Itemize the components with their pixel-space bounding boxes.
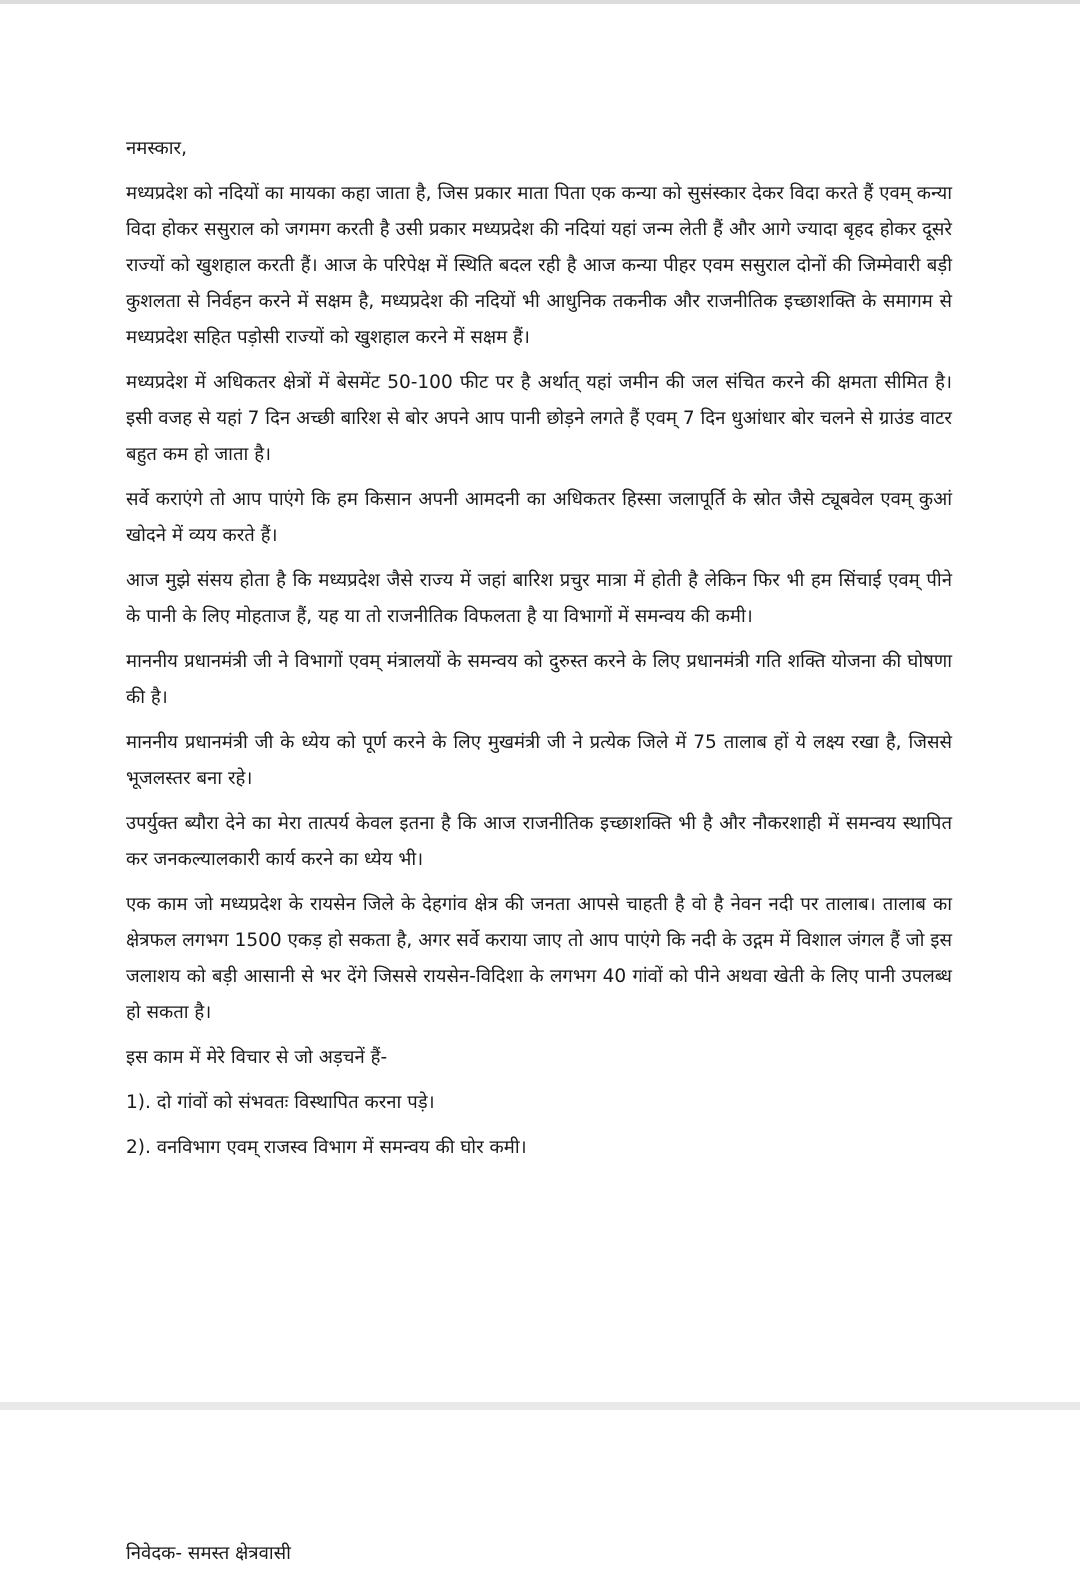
document-page-2	[0, 1410, 1080, 1592]
paragraph-ponds: माननीय प्रधानमंत्री जी के ध्येय को पूर्ण करने के लिए मुखमंत्री जी ने प्रत्येक जिले में 75 तालाब हों ये लक्ष्य रखा है, जिससे भूजलस्तर बना रहे।	[126, 732, 952, 789]
paragraph-rivers: मध्यप्रदेश को नदियों का मायका कहा जाता है, जिस प्रकार माता पिता एक कन्या को सुसंस्कार देकर विदा करते हैं एवम् कन्या विदा होकर ससुराल को जगमग करती है उसी प्रकार मध्यप्रदेश की नदियां यहां जन्म लेती हैं और आगे ज्यादा बृहद होकर दूसरे राज्यों को खुशहाल करती हैं। आज के परिपेक्ष में स्थिति बदल रही है आज कन्या पीहर एवम ससुराल दोनों की जिम्मेवारी बड़ी कुशलता से निर्वहन करने में सक्षम है, मध्यप्रदेश की नदियों भी आधुनिक तकनीक और राजनीतिक इच्छाशक्ति के समागम से मध्यप्रदेश सहित पड़ोसी राज्यों को खुशहाल करने में सक्षम हैं।	[126, 183, 952, 348]
signature: निवेदक- समस्त क्षेत्रवासी	[126, 1543, 291, 1564]
letter-body	[126, 131, 952, 1175]
paragraph-gati-shakti: माननीय प्रधानमंत्री जी ने विभागों एवम् मंत्रालयों के समन्वय को दुरुस्त करने के लिए प्रधानमंत्री गति शक्ति योजना की घोषणा की है।	[126, 651, 952, 708]
obstacle-item: 1). दो गांवों को संभवतः विस्थापित करना पड़े।	[126, 1092, 435, 1113]
paragraph-basement: मध्यप्रदेश में अधिकतर क्षेत्रों में बेसमेंट 50-100 फीट पर है अर्थात् यहां जमीन की जल संचित करने की क्षमता सीमित है। इसी वजह से यहां 7 दिन अच्छी बारिश से बोर अपने आप पानी छोड़ने लगते हैं एवम् 7 दिन धुआंधार बोर चलने से ग्राउंड वाटर बहुत कम हो जाता है।	[126, 372, 952, 465]
paragraph-survey: सर्वे कराएंगे तो आप पाएंगे कि हम किसान अपनी आमदनी का अधिकतर हिस्सा जलापूर्ति के स्रोत जैसे ट्यूबवेल एवम् कुआं खोदने में व्यय करते हैं।	[126, 489, 952, 546]
paragraph-purpose: उपर्युक्त ब्यौरा देने का मेरा तात्पर्य केवल इतना है कि आज राजनीतिक इच्छाशक्ति भी है और नौकरशाही में समन्वय स्थापित कर जनकल्यालकारी कार्य करने का ध्येय भी।	[126, 813, 952, 870]
greeting: नमस्कार,	[126, 138, 187, 159]
paragraph-request: एक काम जो मध्यप्रदेश के रायसेन जिले के देहगांव क्षेत्र की जनता आपसे चाहती है वो है नेवन नदी पर तालाब। तालाब का क्षेत्रफल लगभग 1500 एकड़ हो सकता है, अगर सर्वे कराया जाए तो आप पाएंगे कि नदी के उद्गम में विशाल जंगल हैं जो इस जलाशय को बड़ी आसानी से भर देंगे जिससे रायसेन-विदिशा के लगभग 40 गांवों को पीने अथवा खेती के लिए पानी उपलब्ध हो सकता है।	[126, 894, 952, 1023]
document-page-1	[0, 4, 1080, 1402]
obstacles-intro: इस काम में मेरे विचार से जो अड़चनें हैं-	[126, 1047, 388, 1068]
paragraph-doubt: आज मुझे संसय होता है कि मध्यप्रदेश जैसे राज्य में जहां बारिश प्रचुर मात्रा में होती है लेकिन फिर भी हम सिंचाई एवम् पीने के पानी के लिए मोहताज हैं, यह या तो राजनीतिक विफलता है या विभागों में समन्वय की कमी।	[126, 570, 952, 627]
obstacle-item: 2). वनविभाग एवम् राजस्व विभाग में समन्वय की घोर कमी।	[126, 1137, 527, 1158]
